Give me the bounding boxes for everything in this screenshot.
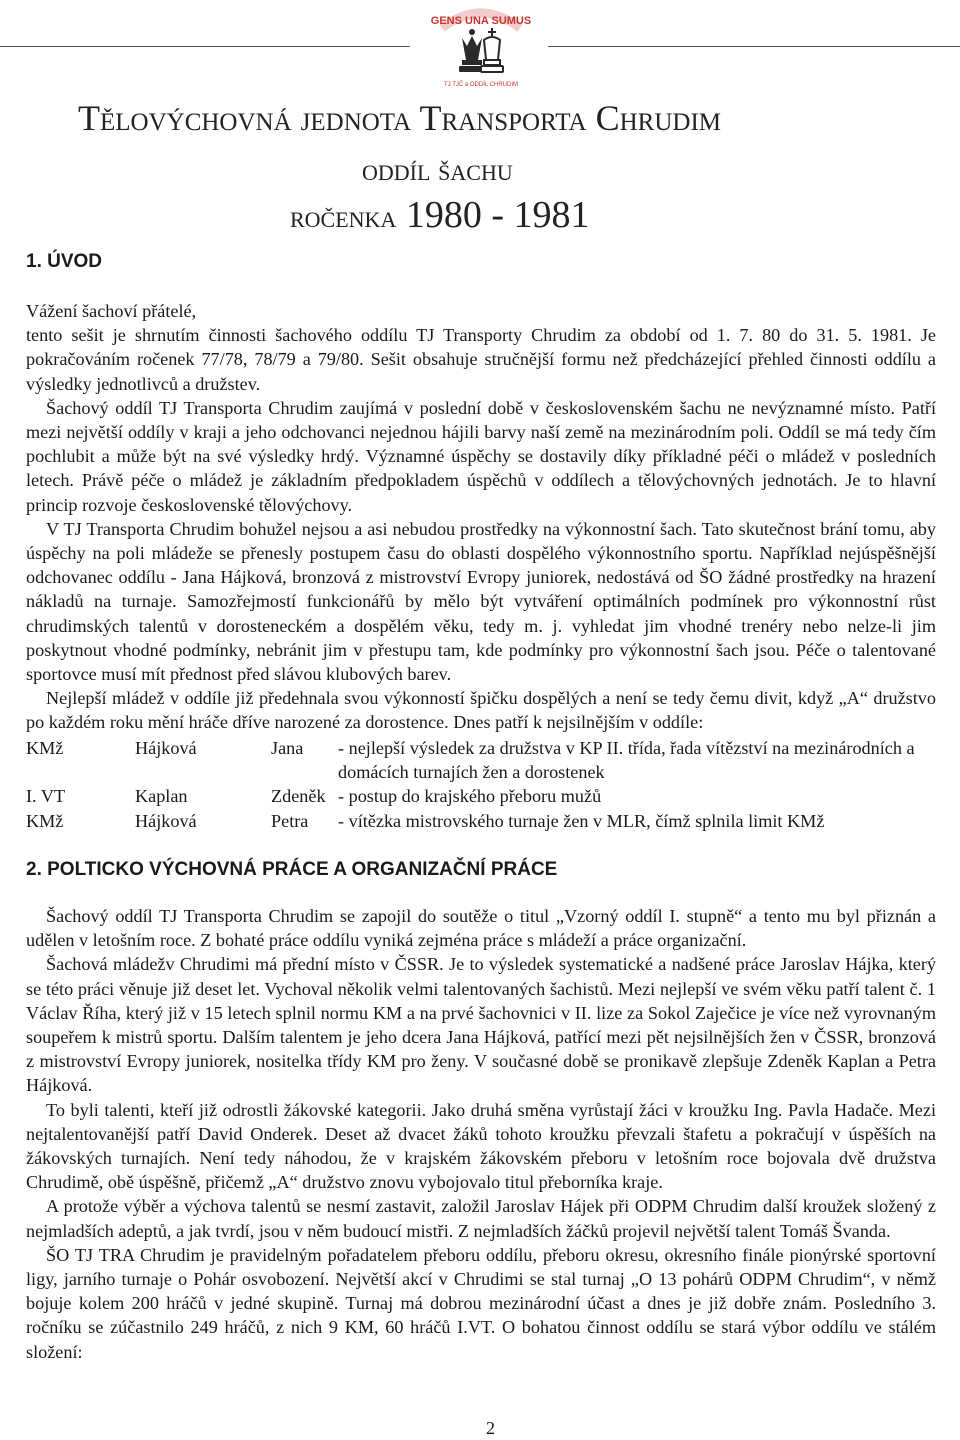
player-row <box>26 784 936 808</box>
player-note: - nejlepší výsledek za družstva v KP II. třída, řada vítězství na mezinárodních a domácích turnajích žen a dorostenek <box>338 738 915 783</box>
player-surname: Hájková <box>135 738 197 758</box>
paragraph: Šachová mládežv Chrudimi má přední místo v ČSSR. Je to výsledek systematické a nadšené práce Jaroslav Hájka, který se této práci věnuje již deset let. Vychoval několik velmi talentovaných šachistů. Mezi nejlepší ve svém věku patří talent č. 1 Václav Říha, který již v 15 letech splnil normu KM a na prvé šachovnici v II. lize za Sokol Zaječice je více než vyrovnaným soupeřem k mistrů sportu. Dalším talentem je jeho dcera Jana Hájková, patřící mezi pět nejsilnějších žen v ČSSR, bronzová z mistrovství Evropy juniorek, nositelka třídy KM pro ženy. V současné době se pronikavě zlepšuje Zdeněk Kaplan a Petra Hájková. <box>26 954 936 1096</box>
chess-club-logo <box>428 2 534 94</box>
players-list <box>26 736 936 833</box>
player-title: KMž <box>26 810 64 831</box>
player-surname: Hájková <box>135 810 197 831</box>
yearbook-label: ročenka <box>290 199 397 234</box>
page-title: Tělovýchovná jednota Transporta Chrudim <box>78 98 722 138</box>
svg-text:GENS UNA SUMUS: GENS UNA SUMUS <box>430 15 532 27</box>
player-name: Petra <box>271 810 309 831</box>
player-name: Jana <box>271 738 304 758</box>
paragraph: To byli talenti, kteří již odrostli žákovské kategorii. Jako druhá směna vyrůstají žáci v kroužku Ing. Pavla Hadače. Mezi nejtalentovanější patří David Onderek. Deset až dvacet žáků tohoto kroužku převzali štafetu a pokračují v úspěších na žákovských turnajích. Není tedy náhodou, že v krajském žákovském přeboru v letošním roce bojovala dvě družstva Chrudimě, obě úspěšně, přičemž „A“ družstvo znovu vybojovalo titul přeborníka kraje. <box>26 1099 936 1193</box>
svg-text:TJ TJČ a ODDÍL CHRUDIM: TJ TJČ a ODDÍL CHRUDIM <box>443 82 519 88</box>
paragraph: V TJ Transporta Chrudim bohužel nejsou a asi nebudou prostředky na výkonnostní šach. Tato skutečnost brání tomu, aby úspěchy na poli mládeže se přenesly postupem času do oblasti dospělého výkonnostního sportu. Například nejúspěšnější odchovanec oddílu - Jana Hájková, bronzová z mistrovství Evropy juniorek, nedostává od ŠO žádné prostředky na hrazení nákladů na turnaje. Samozřejmostí funkcionářů by mělo být vytváření optimálních podmínek pro výkonnostní růst chrudimských talentů v dorosteneckém a dospělém věku, tedy m. j. vyhledat jim vhodné trenéry nebo nelze-li jim poskytnout vhodné podmínky, nebránit jim v přestupu tam, kde podmínky pro výkonnostní šach jsou. Péče o talentované sportovce musí mít přednost před slávou klubových barev. <box>26 518 936 685</box>
paragraph: tento sešit je shrnutím činnosti šachového oddílu TJ Transporty Chrudim za období od 1. 7. 80 do 31. 5. 1981. Je pokračováním ročenek 77/78, 78/79 a 79/80. Sešit obsahuje stručnější formu než předcházející přehled činnosti oddílu a výsledky jednotlivců a družstev. <box>26 325 936 394</box>
player-note: - postup do krajského přeboru mužů <box>338 786 602 807</box>
player-title: KMž <box>26 738 64 758</box>
header-rule-left <box>0 46 410 47</box>
page-number: 2 <box>486 1418 495 1438</box>
yearbook-title <box>290 193 590 237</box>
yearbook-years: 1980 - 1981 <box>405 194 590 236</box>
intro-text <box>26 299 936 735</box>
page-subtitle: oddíl šachu <box>362 152 513 187</box>
player-name: Zdeněk <box>271 786 326 807</box>
paragraph: Šachový oddíl TJ Transporta Chrudim se zapojil do soutěže o titul „Vzorný oddíl I. stupně“ a tento mu byl přiznán a udělen v letošním roce. Z bohaté práce oddílu vyniká zejména práce s mládeží a práce organizační. <box>26 906 936 951</box>
section2-text <box>26 904 936 1364</box>
section-heading-organization: 2. POLTICKO VÝCHOVNÁ PRÁCE A ORGANIZAČNÍ PRÁCE <box>26 859 558 880</box>
greeting: Vážení šachoví přátelé, <box>26 301 197 321</box>
paragraph: Šachový oddíl TJ Transporta Chrudim zaujímá v poslední době v československém šachu ne nevýznamné místo. Patří mezi největší oddíly v kraji a jeho odchovanci nejednou hájili barvy naší země na mezinárodním poli. Oddíl se má tedy čím pochlubit a může být na své výsledky hrdý. Významné úspěchy se dostavily díky příkladné péči o mládež v posledních letech. Právě péče o mládež je základním předpokladem úspěchů v oddílech a tělovýchovných jednotách. Je to hlavní princip rozvoje československé tělovýchovy. <box>26 397 936 515</box>
section-heading-intro: 1. ÚVOD <box>26 251 103 272</box>
paragraph: Nejlepší mládež v oddíle již předehnala svou výkonností špičku dospělých a není se tedy čemu divit, když „A“ družstvo po každém roku mění hráče dříve narozené za dorostence. Dnes patří k nejsilnějším v oddíle: <box>26 688 936 733</box>
header-rule-right <box>548 46 960 47</box>
player-surname: Kaplan <box>135 786 188 807</box>
player-row <box>26 809 936 833</box>
player-title: I. VT <box>26 786 66 807</box>
paragraph: ŠO TJ TRA Chrudim je pravidelným pořadatelem přeboru oddílu, přeboru okresu, okresního finále pionýrské sportovní ligy, jarního turnaje o Pohár osvobození. Největší akcí v Chrudimi se stal turnaj „O 13 pohárů ODPM Chrudim“, v němž bojuje kolem 200 hráčů v jedné skupině. Turnaj má dobrou mezinárodní účast a dnes je již dobře znám. Posledního 3. ročníku se zúčastnilo 249 hráčů, z nich 9 KM, 60 hráčů I.VT. O bohatou činnost oddílu se stará výbor oddílu ve stálém složení: <box>26 1244 936 1362</box>
paragraph: A protože výběr a výchova talentů se nesmí zastavit, založil Jaroslav Hájek při ODPM Chrudim další kroužek složený z nejmladších adeptů, a jak tvrdí, jsou v něm budoucí mistři. Z nejmladších žáčků projevil největší talent Tomáš Švanda. <box>26 1196 936 1241</box>
player-row <box>26 736 936 783</box>
player-note: - vítězka mistrovského turnaje žen v MLR, čímž splnila limit KMž <box>338 810 825 831</box>
